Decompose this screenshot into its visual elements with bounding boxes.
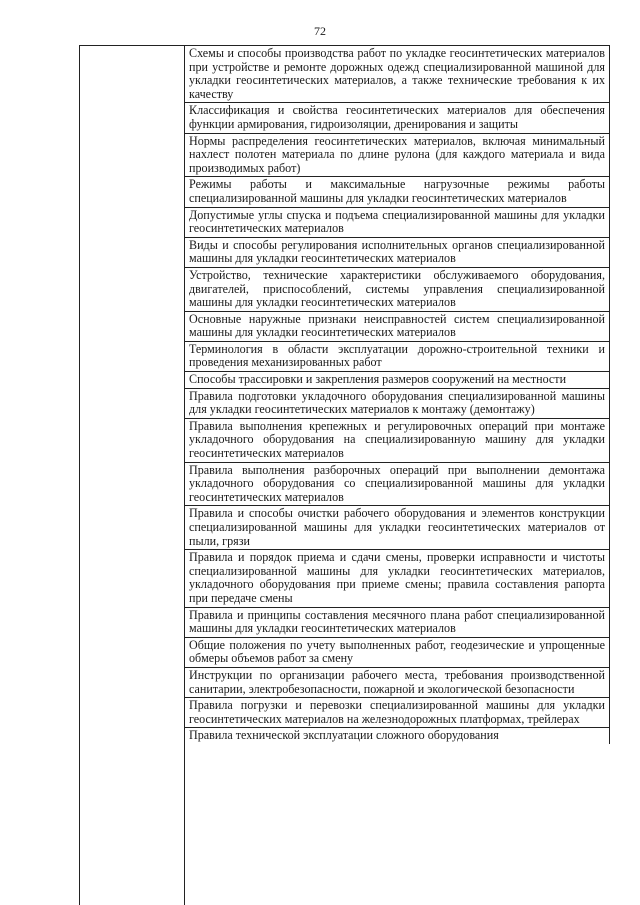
table-row: Правила и способы очистки рабочего оборудования и элементов конструкции специализированной машины для укладки геосинтетических материалов от пыли, грязи [185,506,609,550]
table-row: Правила погрузки и перевозки специализированной машины для укладки геосинтетических материалов на железнодорожных платформах, трейлерах [185,698,609,728]
knowledge-table [79,45,610,905]
table-row: Общие положения по учету выполненных работ, геодезические и упрощенные обмеры объемов работ за смену [185,638,609,668]
table-row: Правила и принципы составления месячного плана работ специализированной машины для укладки геосинтетических материалов [185,608,609,638]
table-row: Правила выполнения разборочных операций при выполнении демонтажа укладочного оборудования со специализированной машины для укладки геосинтетических материалов [185,463,609,507]
table-row: Устройство, технические характеристики обслуживаемого оборудования, двигателей, приспособлений, системы управления специализированной машины для укладки геосинтетических материалов [185,268,609,312]
table-row: Схемы и способы производства работ по укладке геосинтетических материалов при устройстве и ремонте дорожных одежд специализированной машиной для укладки геосинтетических материалов, а также технические требования к их качеству [185,46,609,103]
table-left-column [80,46,185,905]
table-right-column [185,46,610,744]
table-row: Правила подготовки укладочного оборудования специализированной машины для укладки геосинтетических материалов к монтажу (демонтажу) [185,389,609,419]
table-row: Виды и способы регулирования исполнительных органов специализированной машины для укладки геосинтетических материалов [185,238,609,268]
table-row: Допустимые углы спуска и подъема специализированной машины для укладки геосинтетических материалов [185,208,609,238]
table-row: Правила выполнения крепежных и регулировочных операций при монтаже укладочного оборудования на специализированную машину для укладки геосинтетических материалов [185,419,609,463]
table-row: Правила технической эксплуатации сложного оборудования [189,728,499,743]
table-row: Классификация и свойства геосинтетических материалов для обеспечения функции армирования, гидроизоляции, дренирования и защиты [185,103,609,133]
table-row: Способы трассировки и закрепления размеров сооружений на местности [185,372,609,389]
table-row: Правила и порядок приема и сдачи смены, проверки исправности и чистоты специализированной машины для укладки геосинтетических материалов, укладочного оборудования при приеме смены; правила составления рапорта при передаче смены [185,550,609,607]
table-row: Терминология в области эксплуатации дорожно-строительной техники и проведения механизированных работ [185,342,609,372]
table-row: Инструкции по организации рабочего места, требования производственной санитарии, электробезопасности, пожарной и экологической безопасности [185,668,609,698]
table-row: Нормы распределения геосинтетических материалов, включая минимальный нахлест полотен материала по длине рулона (для каждого материала и вида производимых работ) [185,134,609,178]
table-row: Основные наружные признаки неисправностей систем специализированной машины для укладки геосинтетических материалов [185,312,609,342]
page-number: 72 [314,24,326,38]
table-row: Режимы работы и максимальные нагрузочные режимы работы специализированной машины для укладки геосинтетических материалов [185,177,609,207]
